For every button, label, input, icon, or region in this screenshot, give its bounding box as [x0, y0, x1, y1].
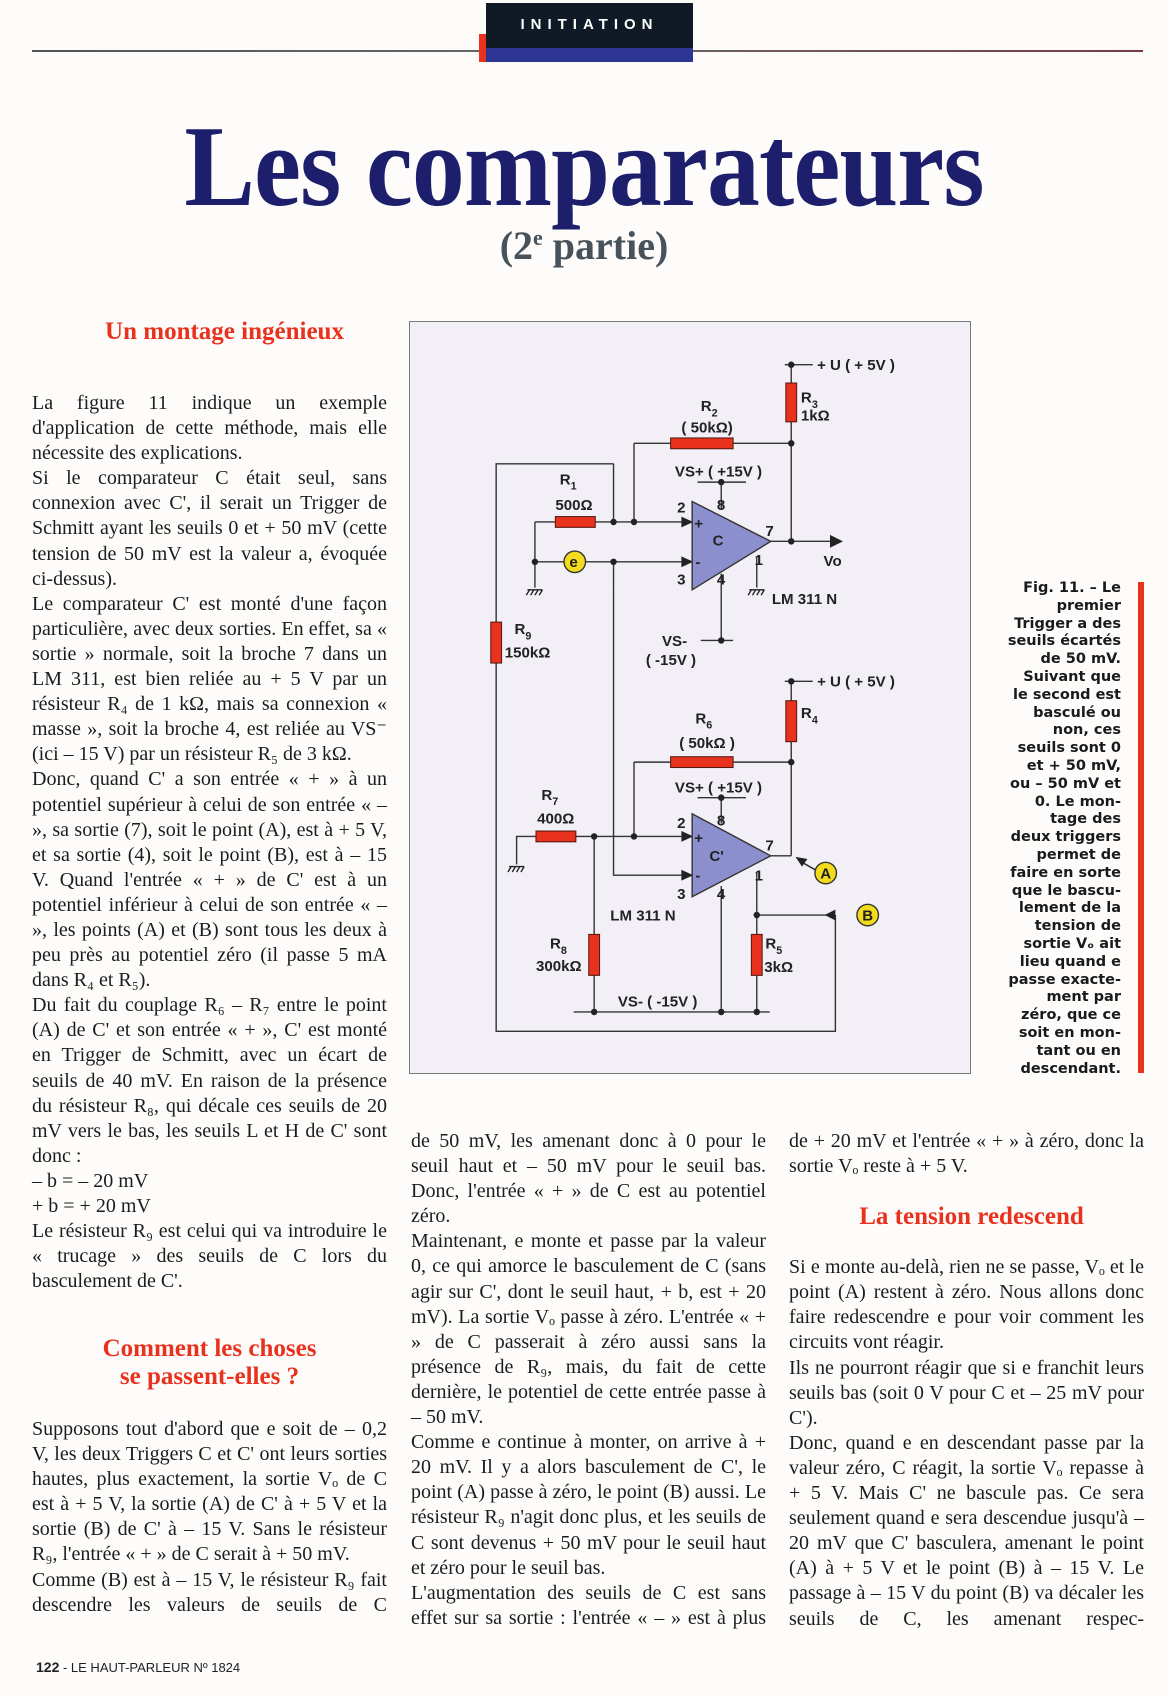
- comparator-c-label: C: [712, 532, 724, 550]
- paragraph: Supposons tout d'abord que e soit de – 0,2 V, les deux Triggers C et C' ont leurs sorties hautes, plus exactement, la sortie Vₒ de C est à + 5 V, la sortie (A) de C' à + 5 V et la sortie (B) de C' à – 15 V. Sans le résisteur R₉, l'entrée « + » de C serait à + 50 mV.: [32, 1418, 387, 1566]
- r7-value: 400Ω: [537, 810, 575, 828]
- label-subscript: 9: [525, 630, 532, 643]
- caption-line: non, ces: [1052, 722, 1121, 739]
- pin-label: -: [695, 554, 701, 572]
- paragraph: de 50 mV, les amenant donc à 0 pour le seuil haut et – 50 mV pour le seuil bas. Donc, l'entrée « + » de C est au potentiel zéro.: [411, 1130, 766, 1228]
- caption-line: seuils sont 0: [1017, 740, 1121, 757]
- label-part: R: [800, 704, 812, 722]
- resistor-r5: [751, 934, 762, 975]
- resistor-r7: [536, 831, 576, 842]
- circuit-diagram: [410, 322, 970, 1073]
- comparator-c: [692, 502, 774, 590]
- section-label: INITIATION: [520, 16, 659, 33]
- caption-line: soit en mon-: [1018, 1024, 1121, 1041]
- caption-line: ment par: [1046, 989, 1121, 1006]
- r6-label: [695, 710, 712, 731]
- paragraph: L'augmentation des seuils de C est sans effet sur sa sortie : l'entrée « – » est à plus: [411, 1581, 766, 1629]
- r5-value: 3kΩ: [764, 959, 794, 977]
- caption-line: ou – 50 mV et: [1009, 775, 1121, 792]
- label-part: R: [550, 935, 561, 953]
- label-part: R: [541, 786, 553, 804]
- caption-line: basculé ou: [1033, 704, 1121, 721]
- pin-label: 1: [754, 552, 764, 570]
- point-a-label: A: [820, 865, 832, 883]
- r6-value: ( 50kΩ ): [679, 735, 735, 753]
- vs-minus-label: VS- ( -15V ): [617, 993, 698, 1011]
- caption-line: lieu quand e: [1019, 953, 1121, 970]
- label-subscript: 7: [552, 796, 559, 809]
- caption-line: Fig. 11. – Le: [1023, 580, 1121, 596]
- r5-label: [765, 935, 782, 956]
- wires: [496, 365, 838, 1032]
- r3-value: 1kΩ: [800, 407, 830, 425]
- vs-plus-label: VS+ ( +15V ): [674, 463, 763, 481]
- pin-label: 4: [716, 885, 726, 903]
- paragraph: Comme e continue à monter, on arrive à + 20 mV. Il y a alors basculement de C', le point (A) passe à zéro, le point (B) aussi. Le résisteur R₉ n'agit donc plus, et les seuils de C sont devenus + 50 mV pour le seuil haut et zéro pour le seuil bas.: [411, 1431, 766, 1579]
- vs-minus-value: ( -15V ): [645, 652, 697, 670]
- label-subscript: 4: [811, 714, 818, 727]
- right-column: [789, 1129, 1144, 1632]
- pin-label: 2: [677, 499, 686, 517]
- caption-line: permet de: [1036, 846, 1121, 863]
- r9-label: [514, 621, 531, 642]
- paragraph: Comme (B) est à – 15 V, le résisteur R₉ fait descendre les valeurs de seuils de C: [32, 1568, 387, 1616]
- label-part: R: [800, 389, 812, 407]
- ground-icon: [748, 590, 764, 595]
- caption-line: le second est: [1012, 686, 1121, 703]
- label-part: R: [695, 710, 707, 728]
- r1-value: 500Ω: [555, 497, 593, 515]
- label-subscript: 8: [560, 944, 567, 957]
- caption-line: que le bascu-: [1011, 882, 1121, 899]
- ground-icon: [508, 867, 524, 872]
- caption-line: tage des: [1050, 811, 1121, 828]
- heading-line: se passent-elles ?: [119, 1363, 300, 1390]
- resistor-r6: [671, 757, 733, 768]
- pin-label: 3: [677, 571, 686, 589]
- caption-line: passe exacte-: [1008, 971, 1121, 988]
- label-subscript: 5: [776, 944, 783, 957]
- caption-line: sortie Vₒ ait: [1023, 935, 1121, 952]
- r8-label: [550, 935, 567, 956]
- paragraph: Ils ne pourront réagir que si e franchit leurs seuils bas (soit 0 V pour C et – 25 mV pour C').: [789, 1356, 1144, 1429]
- section-heading: Un montage ingénieux: [105, 318, 344, 345]
- r2-value: ( 50kΩ): [681, 419, 733, 437]
- chip-label: LM 311 N: [771, 590, 838, 608]
- figure-11-schematic: [409, 321, 971, 1074]
- point-b-label: B: [862, 907, 874, 925]
- page-footer: [36, 1659, 240, 1675]
- r4-label: [801, 705, 818, 726]
- resistor-r1: [555, 517, 595, 528]
- formula: + b = + 20 mV: [32, 1195, 151, 1217]
- vs-minus-label: VS-: [662, 632, 688, 650]
- caption-line: de 50 mV.: [1040, 651, 1121, 668]
- r9-value: 150kΩ: [504, 644, 551, 662]
- paragraph: Donc, quand e en descendant passe par la valeur zéro, C réagit, la sortie Vₒ repasse à + 5 V. Mais C' ne bascule pas. Ce sera seulement quand e sera descendue jusqu'à – 20 mV que C' basculera, amenant le point (A) à + 5 V et le point (B) à – 15 V. Le passage à – 15 V du point (B) va décaler les seuils de C, les amenant respec-: [789, 1431, 1144, 1630]
- vs-plus-label: VS+ ( +15V ): [674, 779, 763, 797]
- pin-label: 1: [754, 867, 764, 885]
- ground-icon: [526, 590, 542, 595]
- caption-line: lement de la: [1018, 900, 1121, 917]
- subtitle-part: partie): [542, 223, 669, 268]
- caption-accent-bar: [1138, 582, 1144, 1073]
- label-subscript: 3: [811, 398, 818, 411]
- paragraph: Le comparateur C' est monté d'une façon particulière, avec deux sorties. En effet, sa « sortie » normale, soit la broche 7 dans un LM 311, est bien reliée au + 5 V par un résisteur R₄ de 1 kΩ, mais sa connexion « masse », soit la broche 4, est reliée au VS⁻ (ici – 15 V) par un résisteur R₅ de 3 kΩ.: [32, 592, 387, 766]
- pin-label: 4: [716, 571, 726, 589]
- output-arrow: [830, 535, 843, 548]
- label-part: R: [559, 471, 571, 489]
- r8-value: 300kΩ: [536, 958, 582, 976]
- page-number: 122: [36, 1659, 60, 1675]
- magazine-issue: - LE HAUT-PARLEUR Nº 1824: [59, 1660, 241, 1675]
- paragraph: Si e monte au-delà, rien ne se passe, Vₒ et le point (A) restent à zéro. Nous allons donc faire redescendre e pour voir comment les circuits vont réagir.: [789, 1256, 1144, 1354]
- pin-label: 2: [677, 814, 686, 832]
- label-part: R: [514, 620, 526, 638]
- paragraph: Maintenant, e monte et passe par la valeur 0, ce qui amorce le basculement de C (sans agir sur C', dont le seuil haut, + b, est + 20 mV). La sortie Vₒ passe à zéro. L'entrée « + » de C passerait à zéro aussi sans la présence de R₉, mais, du fait de cette dernière, le potentiel de cette entrée passe à – 50 mV.: [411, 1230, 766, 1429]
- figure-caption: [985, 580, 1121, 1078]
- paragraph: Du fait du couplage R₆ – R₇ entre le point (A) de C' et son entrée « + », C' est monté en Trigger de Schmitt, avec un écart de seuils de 40 mV. En raison de la présence du résisteur R₈, qui décale ces seuils de 20 mV vers le bas, les seuils L et H de C' sont donc :: [32, 994, 387, 1167]
- label-part: R: [700, 398, 712, 416]
- output-label: Vo: [823, 553, 842, 571]
- r7-label: [541, 787, 558, 808]
- pin-label: -: [695, 867, 701, 885]
- pin-label: +: [694, 829, 704, 847]
- label-subscript: 1: [570, 480, 577, 493]
- pin-label: 7: [765, 522, 774, 540]
- caption-line: seuils écartés: [1007, 633, 1121, 650]
- caption-line: Suivant que: [1023, 668, 1121, 685]
- heading-line: Comment les choses: [102, 1335, 317, 1362]
- paragraph: de + 20 mV et l'entrée « + » à zéro, donc la sortie Vₒ reste à + 5 V.: [789, 1130, 1144, 1178]
- section-banner-strip: [486, 48, 693, 62]
- article-title: Les comparateurs: [184, 103, 984, 230]
- resistor-r3: [786, 383, 797, 422]
- formula: – b = – 20 mV: [32, 1169, 149, 1192]
- paragraph: Le résisteur R₉ est celui qui va introduire le « trucage » des seuils de C lors du basculement de C'.: [32, 1220, 387, 1293]
- section-heading: La tension redescend: [859, 1203, 1084, 1231]
- left-column-lower: [32, 1335, 387, 1618]
- resistor-r4: [786, 701, 797, 742]
- caption-line: et + 50 mV,: [1026, 757, 1121, 774]
- caption-line: faire en sorte: [1010, 864, 1121, 881]
- label-subscript: 6: [706, 719, 713, 732]
- pin-label: 8: [716, 497, 726, 515]
- point-b-arrow: [825, 910, 836, 921]
- caption-line: 0. Le mon-: [1034, 793, 1121, 810]
- r2-label: [701, 398, 718, 419]
- caption-line: tant ou en: [1036, 1042, 1121, 1059]
- input-e-label: e: [569, 554, 578, 572]
- comparator-c-prime-label: C': [709, 848, 724, 866]
- caption-line: zéro, que ce: [1021, 1007, 1121, 1024]
- resistor-r2: [671, 438, 733, 449]
- label-part: R: [765, 935, 777, 953]
- label-subscript: 2: [711, 407, 718, 420]
- paragraph: Donc, quand C' a son entrée « + » à un potentiel supérieur à celui de son entrée « – », sa sortie (7), soit le point (A), est à + 5 V, et sa sortie (4), soit le point (B), est à – 15 V. Quand l'entrée « + » de C' est à un potentiel inférieur à celui de son entrée « – », les points (A) et (B) sont tous les deux à peu près au potentiel zéro (il passe 5 mA dans R₄ et R₅).: [32, 768, 387, 992]
- middle-column: [411, 1129, 766, 1631]
- resistor-r8: [589, 934, 600, 975]
- resistor-r9: [491, 622, 502, 663]
- caption-line: descendant.: [1020, 1060, 1121, 1077]
- paragraph: La figure 11 indique un exemple d'application de cette méthode, mais elle nécessite des explications.: [32, 392, 387, 465]
- supply-label: + U ( + 5V ): [817, 673, 895, 691]
- pin-label: 8: [716, 812, 726, 830]
- caption-line: deux triggers: [1010, 829, 1121, 846]
- supply-label: + U ( + 5V ): [817, 357, 895, 375]
- subtitle-superscript: e: [533, 225, 543, 250]
- caption-line: tension de: [1034, 918, 1121, 935]
- left-column: [32, 318, 387, 1294]
- r1-label: [560, 471, 577, 492]
- caption-line: premier: [1056, 597, 1121, 614]
- article-subtitle: [0, 222, 1168, 269]
- pin-label: 7: [765, 837, 774, 855]
- paragraph: Si le comparateur C était seul, sans connexion avec C', il serait un Trigger de Schmitt ayant les seuils 0 et + 50 mV (cette tension de 50 mV est la valeur a, évoquée ci-dessus).: [32, 467, 387, 590]
- caption-line: Trigger a des: [1014, 615, 1121, 632]
- chip-label: LM 311 N: [610, 907, 676, 925]
- pin-label: +: [694, 515, 704, 533]
- subtitle-part: (2: [499, 223, 534, 268]
- section-banner-accent: [479, 34, 486, 62]
- section-heading: [32, 1335, 387, 1391]
- pin-label: 3: [677, 885, 686, 903]
